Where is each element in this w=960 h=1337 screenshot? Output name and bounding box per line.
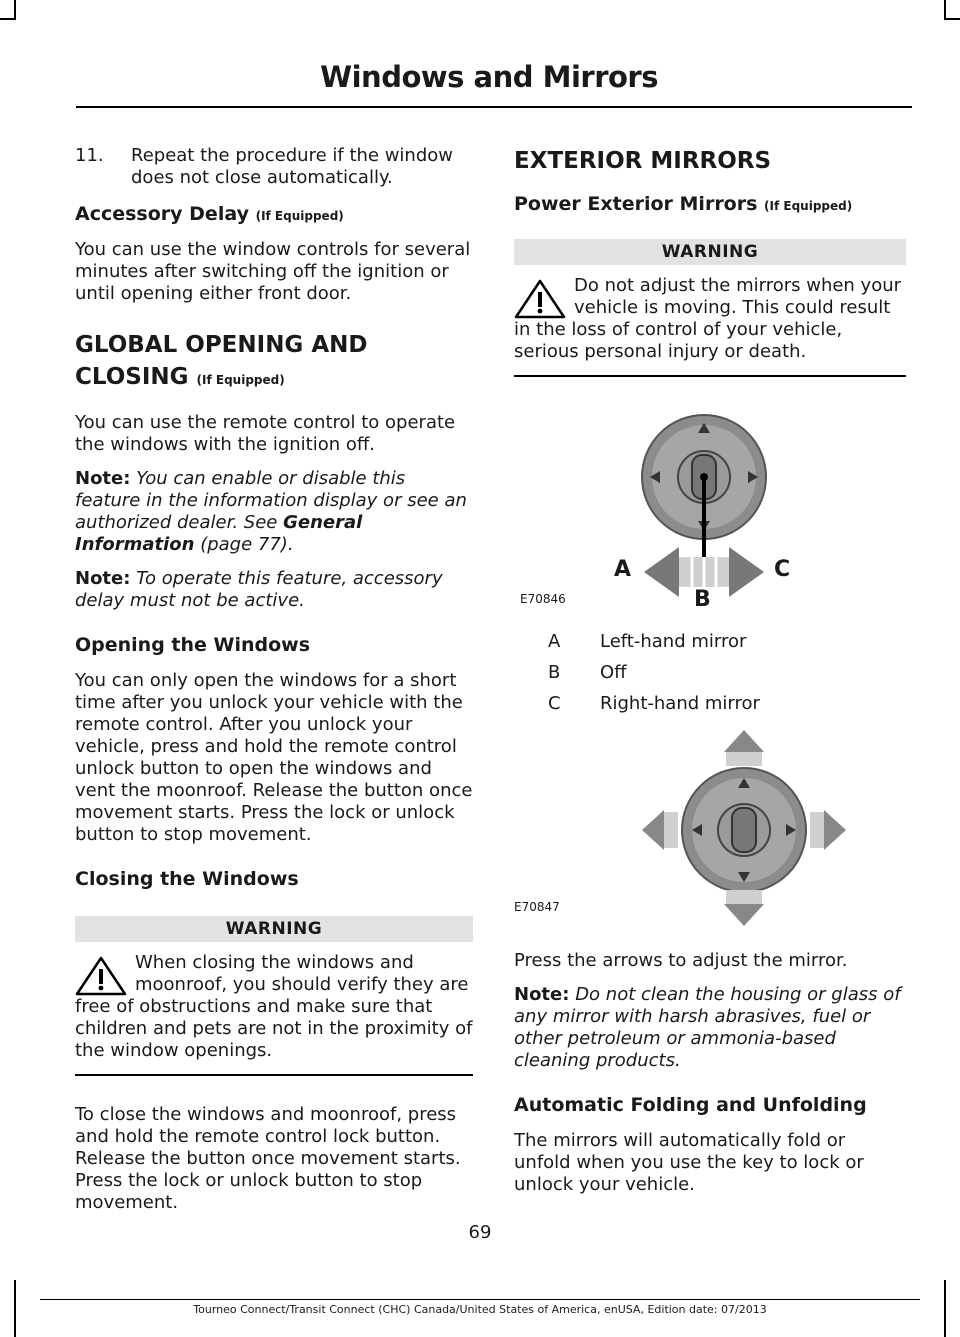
note-text: Do not clean the housing or glass of any mirror with harsh abrasives, fuel or other petroleum or ammonia-based cleaning products. [514, 984, 901, 1071]
legend-row [514, 631, 906, 662]
legend-key: A [548, 631, 561, 652]
exterior-mirrors-heading: EXTERIOR MIRRORS [514, 148, 772, 174]
if-equipped-tag: (If Equipped) [196, 373, 285, 387]
step-11 [75, 145, 473, 189]
warning-body [514, 265, 906, 377]
note-text: To operate this feature, accessory delay must not be active. [75, 568, 443, 611]
power-mirrors-heading [514, 193, 906, 215]
mirror-selector-illustration [614, 397, 894, 617]
legend-value: Right-hand mirror [600, 693, 760, 714]
heading-text: Accessory Delay [75, 203, 249, 225]
auto-folding-text: The mirrors will automatically fold or unfold when you use the key to lock or unlock your vehicle. [514, 1130, 864, 1195]
legend-row [514, 662, 906, 693]
crop-mark [944, 0, 946, 20]
legend-value: Left-hand mirror [600, 631, 747, 652]
note-text: You can enable or disable this feature in the information display or see an authorized dealer. See [75, 468, 467, 533]
opening-heading: Opening the Windows [75, 634, 311, 656]
step-text: Repeat the procedure if the window does not close automatically. [131, 145, 454, 188]
heading-line-2: CLOSING [75, 364, 189, 390]
mirror-adjust-figure [514, 728, 906, 928]
header-rule [76, 106, 912, 108]
press-text: Press the arrows to adjust the mirror. [514, 950, 848, 971]
general-information-link[interactable]: General Information [75, 512, 363, 555]
closing-text: To close the windows and moonroof, press and hold the remote control lock button. Release the button once movement starts. Press the lock or unlock button to stop movement. [75, 1104, 461, 1213]
warning-body [75, 942, 473, 1076]
warning-label: WARNING [514, 239, 906, 265]
accessory-delay-heading [75, 203, 473, 225]
legend-key: B [548, 662, 561, 683]
note-label: Note: [75, 468, 131, 489]
page-ref: (page 77). [200, 534, 294, 555]
closing-warning-box [75, 916, 473, 1076]
warning-text: When closing the windows and moonroof, you should verify they are free of obstructions and make sure that children and pets are not in the proximity of the window openings. [75, 952, 473, 1061]
figure-code: E70847 [514, 900, 560, 914]
right-column [514, 145, 906, 1208]
step-number: 11. [75, 145, 104, 166]
mirror-adjust-illustration [634, 728, 854, 928]
legend-row [514, 693, 906, 724]
accessory-delay-text: You can use the window controls for several minutes after switching off the ignition or until opening either front door. [75, 239, 471, 304]
legend-value: Off [600, 662, 627, 683]
warning-label: WARNING [75, 916, 473, 942]
footer-rule [40, 1299, 920, 1300]
left-column [75, 145, 473, 1226]
figure-code: E70846 [520, 592, 566, 606]
if-equipped-tag: (If Equipped) [255, 209, 344, 223]
figure-label-c: C [774, 557, 791, 582]
note-label: Note: [75, 568, 131, 589]
closing-heading: Closing the Windows [75, 868, 299, 890]
legend-key: C [548, 693, 561, 714]
note-2 [75, 568, 473, 612]
auto-folding-heading: Automatic Folding and Unfolding [514, 1094, 867, 1116]
mirror-warning-box [514, 239, 906, 377]
global-text: You can use the remote control to operate the windows with the ignition off. [75, 412, 456, 455]
figure-label-a: A [614, 557, 632, 582]
crop-mark [14, 0, 16, 20]
warning-text: Do not adjust the mirrors when your vehicle is moving. This could result in the loss of control of your vehicle, serious personal injury or death. [514, 275, 902, 362]
crop-mark [944, 18, 960, 20]
note-label: Note: [514, 984, 570, 1005]
heading-line-1: GLOBAL OPENING AND [75, 332, 368, 358]
warning-triangle-icon [75, 956, 127, 996]
global-heading [75, 331, 473, 394]
note-1 [75, 468, 473, 556]
page-number: 69 [468, 1222, 492, 1243]
crop-mark [0, 18, 16, 20]
mirror-selector-figure [514, 397, 906, 617]
heading-text: Power Exterior Mirrors [514, 193, 758, 215]
page-header-title: Windows and Mirrors [320, 60, 658, 94]
figure-label-b: B [694, 587, 711, 612]
mirror-note [514, 984, 906, 1072]
footer-text: Tourneo Connect/Transit Connect (CHC) Canada/United States of America, enUSA, Edition date: 07/2013 [193, 1303, 767, 1316]
opening-text: You can only open the windows for a short time after you unlock your vehicle with the remote control. After you unlock your vehicle, press and hold the remote control unlock button to open the windows and vent the moonroof. Release the button once movement starts. Press the lock or unlock button to stop movement. [75, 670, 473, 845]
legend [514, 631, 906, 724]
warning-triangle-icon [514, 279, 566, 319]
if-equipped-tag: (If Equipped) [764, 199, 853, 213]
